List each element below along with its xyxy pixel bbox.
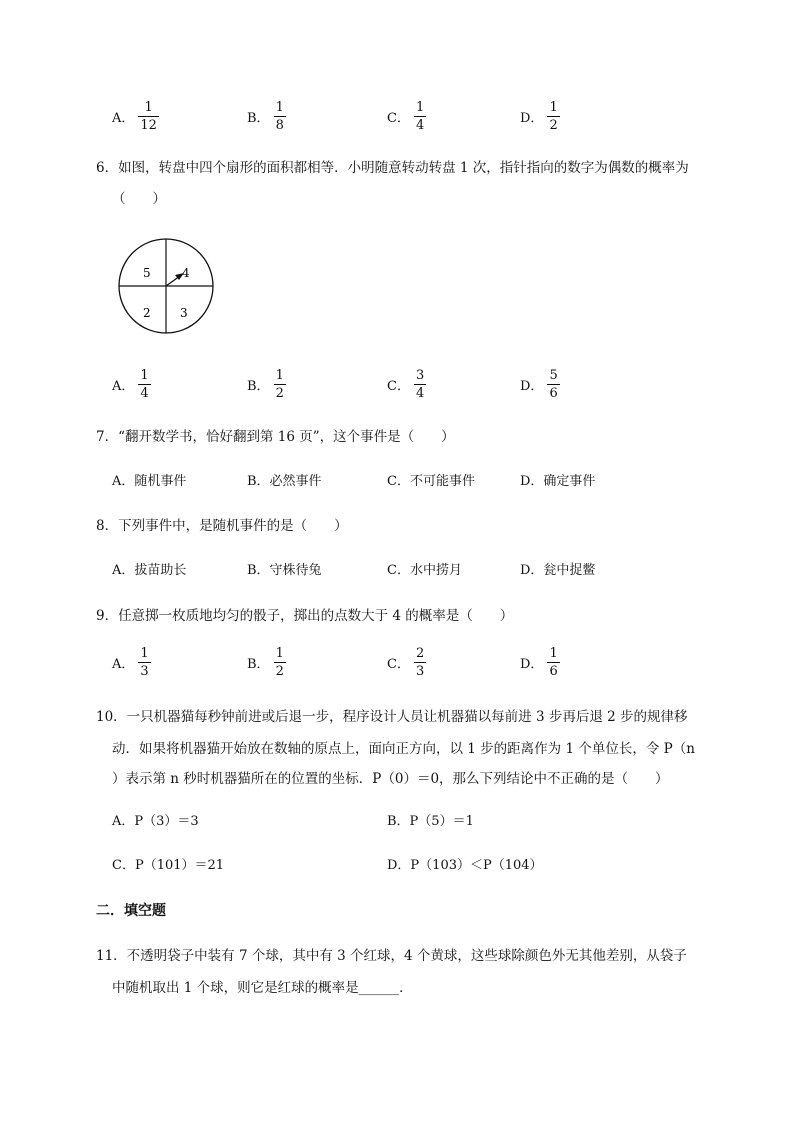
fraction: $\frac{1}{2}$ <box>549 100 558 133</box>
q6-option-c: C． $\frac{3}{4}$ <box>387 368 425 401</box>
q9-option-c: C． $\frac{2}{3}$ <box>387 646 425 679</box>
fraction: $\frac{1}{3}$ <box>140 646 149 679</box>
q9-option-b: B． $\frac{1}{2}$ <box>247 646 284 679</box>
q5-option-d: D． $\frac{1}{2}$ <box>520 100 558 133</box>
q11-text-line1: 11．不透明袋子中装有 7 个球，其中有 3 个红球，4 个黄球，这些球除颜色外无其他差别，从袋子 <box>96 948 687 964</box>
q8-option-b: B．守株待兔 <box>247 563 322 578</box>
fraction: $\frac{5}{6}$ <box>549 368 558 401</box>
fraction: $\frac{1}{2}$ <box>275 646 284 679</box>
q5-option-a: A． $\frac{1}{12}$ <box>112 100 157 133</box>
q6-option-d: D． $\frac{5}{6}$ <box>520 368 558 401</box>
q10-option-d: D．P（103）＜P（104） <box>387 858 543 873</box>
q10-text-line3: ）表示第 n 秒时机器猫所在的位置的坐标．P（0）＝0，那么下列结论中不正确的是（ ） <box>112 771 669 787</box>
q10-text-line1: 10．一只机器猫每秒钟前进或后退一步，程序设计人员让机器猫以每前进 3 步再后退 2 步的规律移 <box>96 709 688 725</box>
q8-option-c: C．水中捞月 <box>387 563 462 578</box>
spinner-label-tr: 4 <box>182 266 190 280</box>
fraction: $\frac{1}{4}$ <box>140 368 149 401</box>
q6-text: 6．如图，转盘中四个扇形的面积都相等．小明随意转动转盘 1 次，指针指向的数字为偶数的概率为 <box>96 160 689 176</box>
fraction: $\frac{3}{4}$ <box>415 368 425 401</box>
spinner-label-br: 3 <box>180 306 188 320</box>
spinner-diagram <box>116 236 216 336</box>
spinner-label-tl: 5 <box>143 266 151 280</box>
q7-option-d: D．确定事件 <box>520 474 596 489</box>
q7-option-c: C．不可能事件 <box>387 474 475 489</box>
q6-option-b: B． $\frac{1}{2}$ <box>247 368 284 401</box>
q6-option-a: A． $\frac{1}{4}$ <box>112 368 149 401</box>
q9-text: 9．任意掷一枚质地均匀的骰子，掷出的点数大于 4 的概率是（ ） <box>96 608 514 624</box>
section-heading: 二．填空题 <box>96 903 166 919</box>
spinner-label-bl: 2 <box>143 306 151 320</box>
q8-option-d: D．瓮中捉鳖 <box>520 563 596 578</box>
q10-option-a: A．P（3）＝3 <box>112 814 199 829</box>
q10-option-b: B．P（5）＝1 <box>387 814 474 829</box>
fraction: $\frac{1}{12}$ <box>140 100 157 133</box>
fraction: $\frac{1}{2}$ <box>275 368 284 401</box>
q7-text: 7．“翻开数学书，恰好翻到第 16 页”，这个事件是（ ） <box>96 429 455 445</box>
q8-text: 8．下列事件中，是随机事件的是（ ） <box>96 518 348 534</box>
fraction: $\frac{1}{4}$ <box>415 100 425 133</box>
q11-text-line2: 中随机取出 1 个球，则它是红球的概率是______． <box>112 980 413 996</box>
q6-answer-blank: （ ） <box>112 191 166 207</box>
q7-option-a: A．随机事件 <box>112 474 187 489</box>
q5-option-c: C． $\frac{1}{4}$ <box>387 100 425 133</box>
q10-option-c: C．P（101）＝21 <box>112 858 225 873</box>
fraction: $\frac{1}{8}$ <box>275 100 284 133</box>
q9-option-d: D． $\frac{1}{6}$ <box>520 646 558 679</box>
q8-option-a: A．拔苗助长 <box>112 563 187 578</box>
fraction: $\frac{1}{6}$ <box>549 646 558 679</box>
q7-option-b: B．必然事件 <box>247 474 322 489</box>
fraction: $\frac{2}{3}$ <box>415 646 425 679</box>
q10-text-line2: 动．如果将机器猫开始放在数轴的原点上，面向正方向，以 1 步的距离作为 1 个单位长，令 P（n <box>112 741 695 757</box>
q9-option-a: A． $\frac{1}{3}$ <box>112 646 149 679</box>
q5-option-b: B． $\frac{1}{8}$ <box>247 100 284 133</box>
